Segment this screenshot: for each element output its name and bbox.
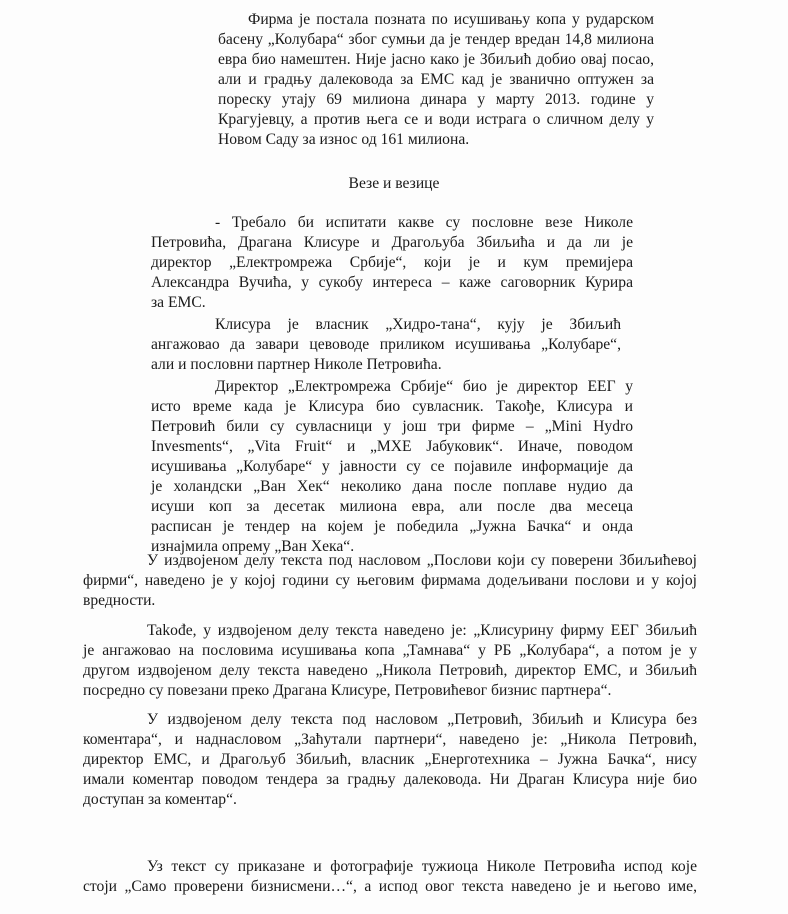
body-paragraph-3: [83, 710, 697, 810]
text-line: посредно су повезани преко Драгана Клисуре, Петровићевог бизнис партнера“.: [83, 682, 612, 699]
text-line: Клисура је власник „Хидро-тана“, кују је Збиљић: [215, 316, 621, 333]
body-paragraph-1: [83, 551, 697, 611]
text-line: исуши коп за десетак милиона евра, али после два месеца: [151, 498, 633, 515]
text-line: Takođe, у издвојеном делу текста наведено је: „Клисурину фирму ЕЕГ Збиљић: [147, 622, 697, 639]
quote-paragraph-3: [151, 377, 633, 557]
section-subheading: Везе и везице: [348, 175, 440, 192]
text-line: исто време када је Клисура био сувласник. Такође, Клисура и: [151, 398, 633, 415]
text-line: - Требало би испитати какве су пословне везе Николе: [215, 214, 633, 231]
body-paragraph-2: [83, 621, 697, 701]
intro-paragraph: [218, 10, 654, 150]
text-line: исушивања „Колубаре“ у јавности су се појавиле информације да: [151, 458, 633, 475]
text-line: басену „Колубара“ због сумњи да је тендер вредан 14,8 милиона: [218, 31, 654, 48]
text-line: Фирма је постала позната по исушивању копа у рударском: [248, 11, 654, 28]
text-line: Новом Саду за износ од 161 милиона.: [218, 131, 470, 148]
text-line: стоји „Само проверени бизнисмени…“, а испод овог текста наведено је и његово име,: [83, 878, 697, 895]
text-line: фирми“, наведено је у којој години су његовим фирмама додељивани послови и у којој: [83, 572, 697, 589]
text-line: изнајмила опрему „Ван Хека“.: [151, 538, 355, 555]
text-line: евра био намештен. Није јасно како је Збиљић добио овај посао,: [218, 51, 654, 68]
quote-paragraph-1: [151, 213, 633, 313]
text-line: доступан за коментар“.: [83, 791, 237, 808]
text-line: директор ЕМС, и Драгољуб Збиљић, власник „Енерготехника – Јужна Бачка“, нису: [83, 751, 697, 768]
text-line: имали коментар поводом тендера за градњу далековода. Ни Драган Клисура није био: [83, 771, 697, 788]
text-line: У издвојеном делу текста под насловом „Послови који су поверени Збиљићевој: [147, 552, 697, 569]
text-line: коментара“, и наднасловом „Заћутали партнери“, наведено је: „Никола Петровић,: [83, 731, 697, 748]
text-line: али и пословни партнер Николе Петровића.: [151, 356, 442, 373]
text-line: Директор „Електромрежа Србије“ био је директор ЕЕГ у: [215, 378, 633, 395]
text-line: је ангажовао на пословима исушивања копа „Тамнава“ у РБ „Колубара“, а потом је у: [83, 642, 697, 659]
text-line: директор „Електромрежа Србије“, који је и кум премијера: [151, 254, 633, 271]
text-line: У издвојеном делу текста под насловом „Петровић, Збиљић и Клисура без: [147, 711, 697, 728]
text-line: вредности.: [83, 592, 156, 609]
text-line: Петровића, Драгана Клисуре и Драгољуба Збиљића и да ли је: [151, 234, 633, 251]
text-line: за ЕМС.: [151, 294, 206, 311]
text-line: али и градњу далековода за ЕМС кад је званично оптужен за: [218, 71, 654, 88]
text-line: ангажовао да завари цевоводе приликом исушивања „Колубаре“,: [151, 336, 621, 353]
text-line: Александра Вучића, у сукобу интереса – каже саговорник Курира: [151, 274, 633, 291]
text-line: је холандски „Ван Хек“ неколико дана после поплаве нудио да: [151, 478, 633, 495]
text-line: Уз текст су приказане и фотографије тужиоца Николе Петровића испод које: [147, 858, 697, 875]
quote-paragraph-2: [151, 315, 621, 375]
text-line: пореску утају 69 милиона динара у марту 2013. године у: [218, 91, 654, 108]
text-line: Invesments“, „Vita Fruit“ и „МХЕ Јабуковик“. Иначе, поводом: [151, 438, 633, 455]
text-line: Крагујевцу, а против њега се и води истрага о сличном делу у: [218, 111, 654, 128]
text-line: другом издвојеном делу текста наведено „Никола Петровић, директор ЕМС, и Збиљић: [83, 662, 697, 679]
body-paragraph-4: [83, 857, 697, 897]
text-line: расписан је тендер на којем је победила „Јужна Бачка“ и онда: [151, 518, 633, 535]
text-line: Петровић били су сувласници у још три фирме – „Mini Hydro: [151, 418, 633, 435]
